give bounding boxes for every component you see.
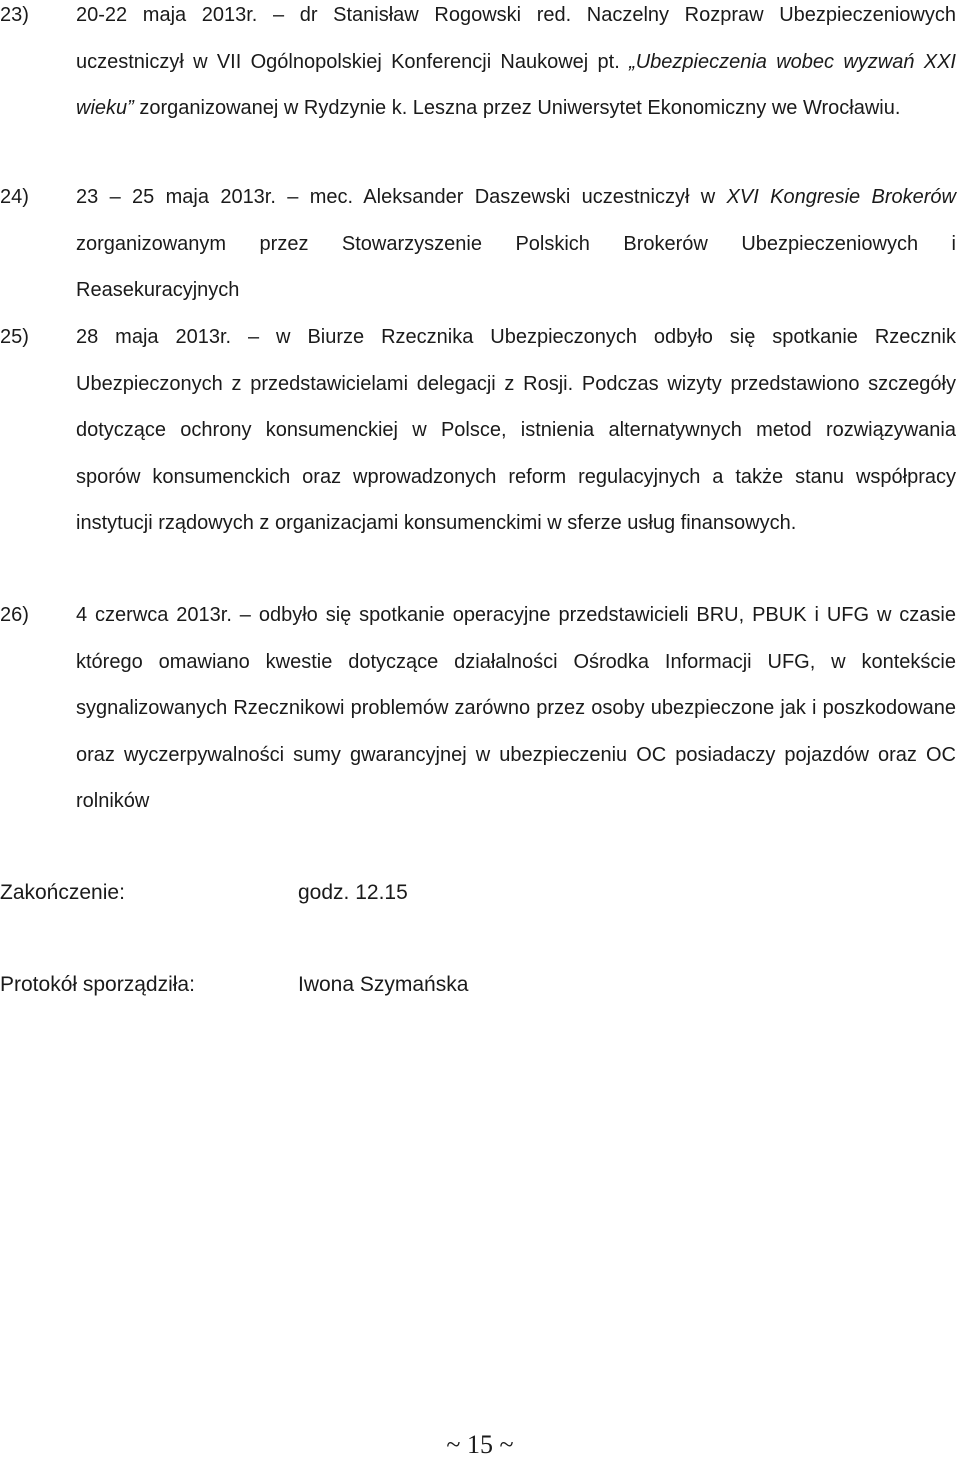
author-name: Iwona Szymańska bbox=[298, 973, 469, 996]
page-number: ~ 15 ~ bbox=[446, 1430, 514, 1459]
end-time-label: Zakończenie: bbox=[0, 881, 125, 904]
item-number: 25) bbox=[0, 326, 29, 348]
item-text bbox=[76, 314, 956, 547]
item-text bbox=[76, 174, 956, 314]
item-number: 24) bbox=[0, 186, 29, 208]
item-text-part: zorganizowanym przez Stowarzyszenie Polskich Brokerów Ubezpieczeniowych i Reasekuracyjnych bbox=[76, 232, 956, 301]
item-text bbox=[76, 0, 956, 132]
author-label: Protokół sporządziła: bbox=[0, 973, 195, 996]
item-text-part: zorganizowanej w Rydzynie k. Leszna przez Uniwersytet Ekonomiczny we Wrocławiu. bbox=[133, 97, 901, 119]
end-time-value: godz. 12.15 bbox=[298, 881, 408, 904]
item-text-italic-part: „Ubezpieczenia wobec wyzwań XXI wieku” bbox=[76, 50, 956, 119]
item-text-part: 28 maja 2013r. – w Biurze Rzecznika Ubezpieczonych odbyło się spotkanie Rzecznik Ubezpieczonych z przedstawicielami delegacji z Rosji. Podczas wizyty przedstawiono szczegóły dotyczące ochrony konsumenckiej w Polsce, istnienia alternatywnych metod rozwiązywania sporów konsumenckich oraz wprowadzonych reform regulacyjnych a także stanu współpracy instytucji rządowych z organizacjami konsumenckimi w sferze usług finansowych. bbox=[76, 326, 956, 534]
item-text-italic-part: XVI Kongresie Brokerów bbox=[726, 186, 956, 208]
item-number: 26) bbox=[0, 604, 29, 626]
item-text bbox=[76, 592, 956, 825]
item-text-part: 20-22 maja 2013r. – dr Stanisław Rogowski red. Naczelny Rozpraw Ubezpieczeniowych uczestniczył w VII Ogólnopolskiej Konferencji Naukowej pt. bbox=[76, 4, 956, 73]
item-text-part: 4 czerwca 2013r. – odbyło się spotkanie operacyjne przedstawicieli BRU, PBUK i UFG w czasie którego omawiano kwestie dotyczące działalności Ośrodka Informacji UFG, w kontekście sygnalizowanych Rzecznikowi problemów zarówno przez osoby ubezpieczone jak i poszkodowane oraz wyczerpywalności sumy gwarancyjnej w ubezpieczeniu OC posiadaczy pojazdów oraz OC rolników bbox=[76, 604, 956, 812]
item-text-part: 23 – 25 maja 2013r. – mec. Aleksander Daszewski uczestniczył w bbox=[76, 186, 727, 208]
item-number: 23) bbox=[0, 4, 29, 26]
